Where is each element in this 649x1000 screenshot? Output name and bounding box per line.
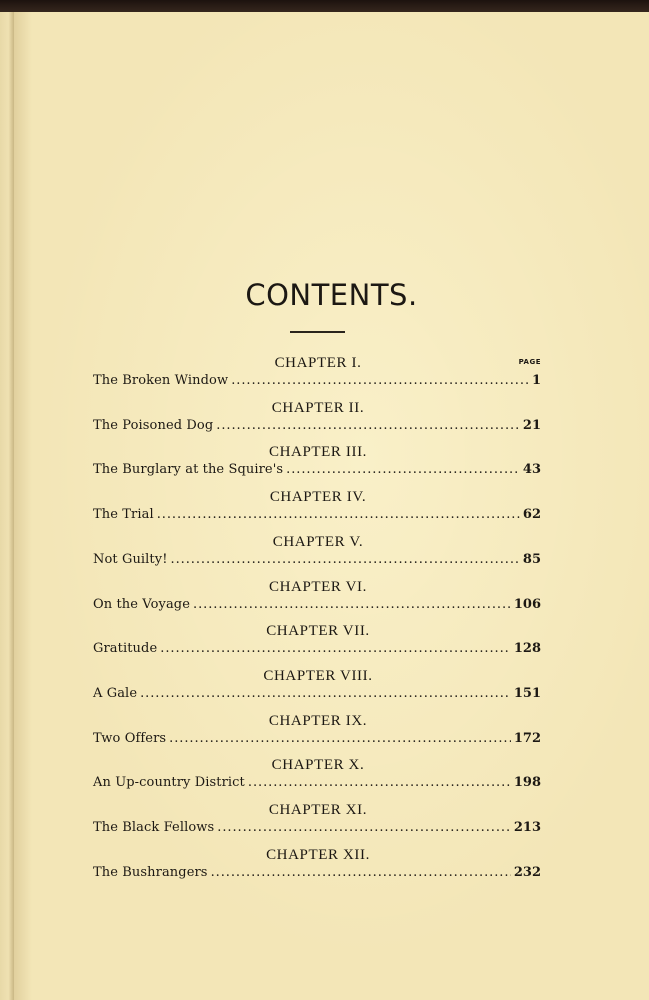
toc-entry [93, 552, 541, 567]
dot-leader [193, 597, 511, 612]
page-number: 1 [531, 373, 541, 388]
dot-leader [216, 418, 520, 433]
chapter-heading: CHAPTER VI. [269, 578, 367, 595]
dot-leader [231, 373, 529, 388]
toc-entry [93, 641, 541, 656]
chapter-heading: CHAPTER II. [271, 399, 365, 416]
chapter-title: A Gale [93, 685, 138, 701]
dot-leader [171, 552, 520, 567]
chapter-heading: CHAPTER IV. [269, 489, 367, 506]
dot-leader [169, 731, 511, 746]
chapter-heading: CHAPTER I. [274, 355, 362, 371]
chapter-title: The Trial [93, 507, 154, 523]
chapter-heading: CHAPTER X. [271, 757, 365, 774]
contents-heading: CONTENTS. [245, 278, 418, 312]
toc-entry [93, 507, 541, 522]
page-number: 172 [513, 730, 541, 746]
page-number: 62 [522, 507, 541, 523]
dot-leader [140, 686, 511, 701]
page-number: 198 [513, 775, 541, 791]
chapter-heading: CHAPTER XI. [268, 802, 368, 818]
page-number: 43 [522, 462, 541, 478]
dot-leader [286, 462, 520, 477]
toc-entry [93, 418, 541, 433]
dot-leader [211, 865, 511, 880]
toc-entry [93, 820, 541, 835]
toc-entry [93, 373, 541, 388]
chapter-heading: CHAPTER VIII. [263, 667, 373, 684]
dot-leader [160, 641, 511, 656]
chapter-title: Two Offers [93, 730, 167, 746]
chapter-title: The Bushrangers [93, 864, 208, 880]
chapter-title: Not Guilty! [93, 551, 168, 567]
toc-entry [93, 597, 541, 612]
chapter-title: The Black Fellows [93, 820, 215, 835]
page-number: 213 [513, 820, 541, 835]
page-number: 21 [522, 417, 541, 433]
dot-leader [217, 820, 511, 835]
chapter-heading: CHAPTER V. [272, 533, 364, 550]
chapter-title: The Broken Window [93, 373, 229, 388]
page-number: 106 [513, 596, 541, 612]
dot-leader [157, 507, 520, 522]
toc-entry [93, 462, 541, 477]
page-number: 232 [513, 864, 541, 880]
page-column-label: PAGE [518, 358, 541, 366]
toc-entry [93, 686, 541, 701]
toc-entry [93, 865, 541, 880]
dot-leader [248, 775, 511, 790]
chapter-heading: CHAPTER III. [268, 444, 368, 461]
page-number: 128 [513, 641, 541, 657]
chapter-heading: CHAPTER VII. [266, 623, 370, 640]
chapter-heading: CHAPTER IX. [268, 712, 368, 729]
page-number: 85 [522, 551, 541, 567]
toc-entry [93, 775, 541, 790]
chapter-title: An Up-country District [93, 775, 245, 791]
chapter-heading: CHAPTER XII. [266, 846, 370, 863]
chapter-title: The Poisoned Dog [93, 417, 214, 433]
chapter-title: The Burglary at the Squire's [93, 462, 284, 478]
toc-entry [93, 731, 541, 746]
chapter-title: Gratitude [93, 641, 158, 657]
page-number: 151 [513, 685, 541, 701]
chapter-title: On the Voyage [93, 596, 191, 612]
